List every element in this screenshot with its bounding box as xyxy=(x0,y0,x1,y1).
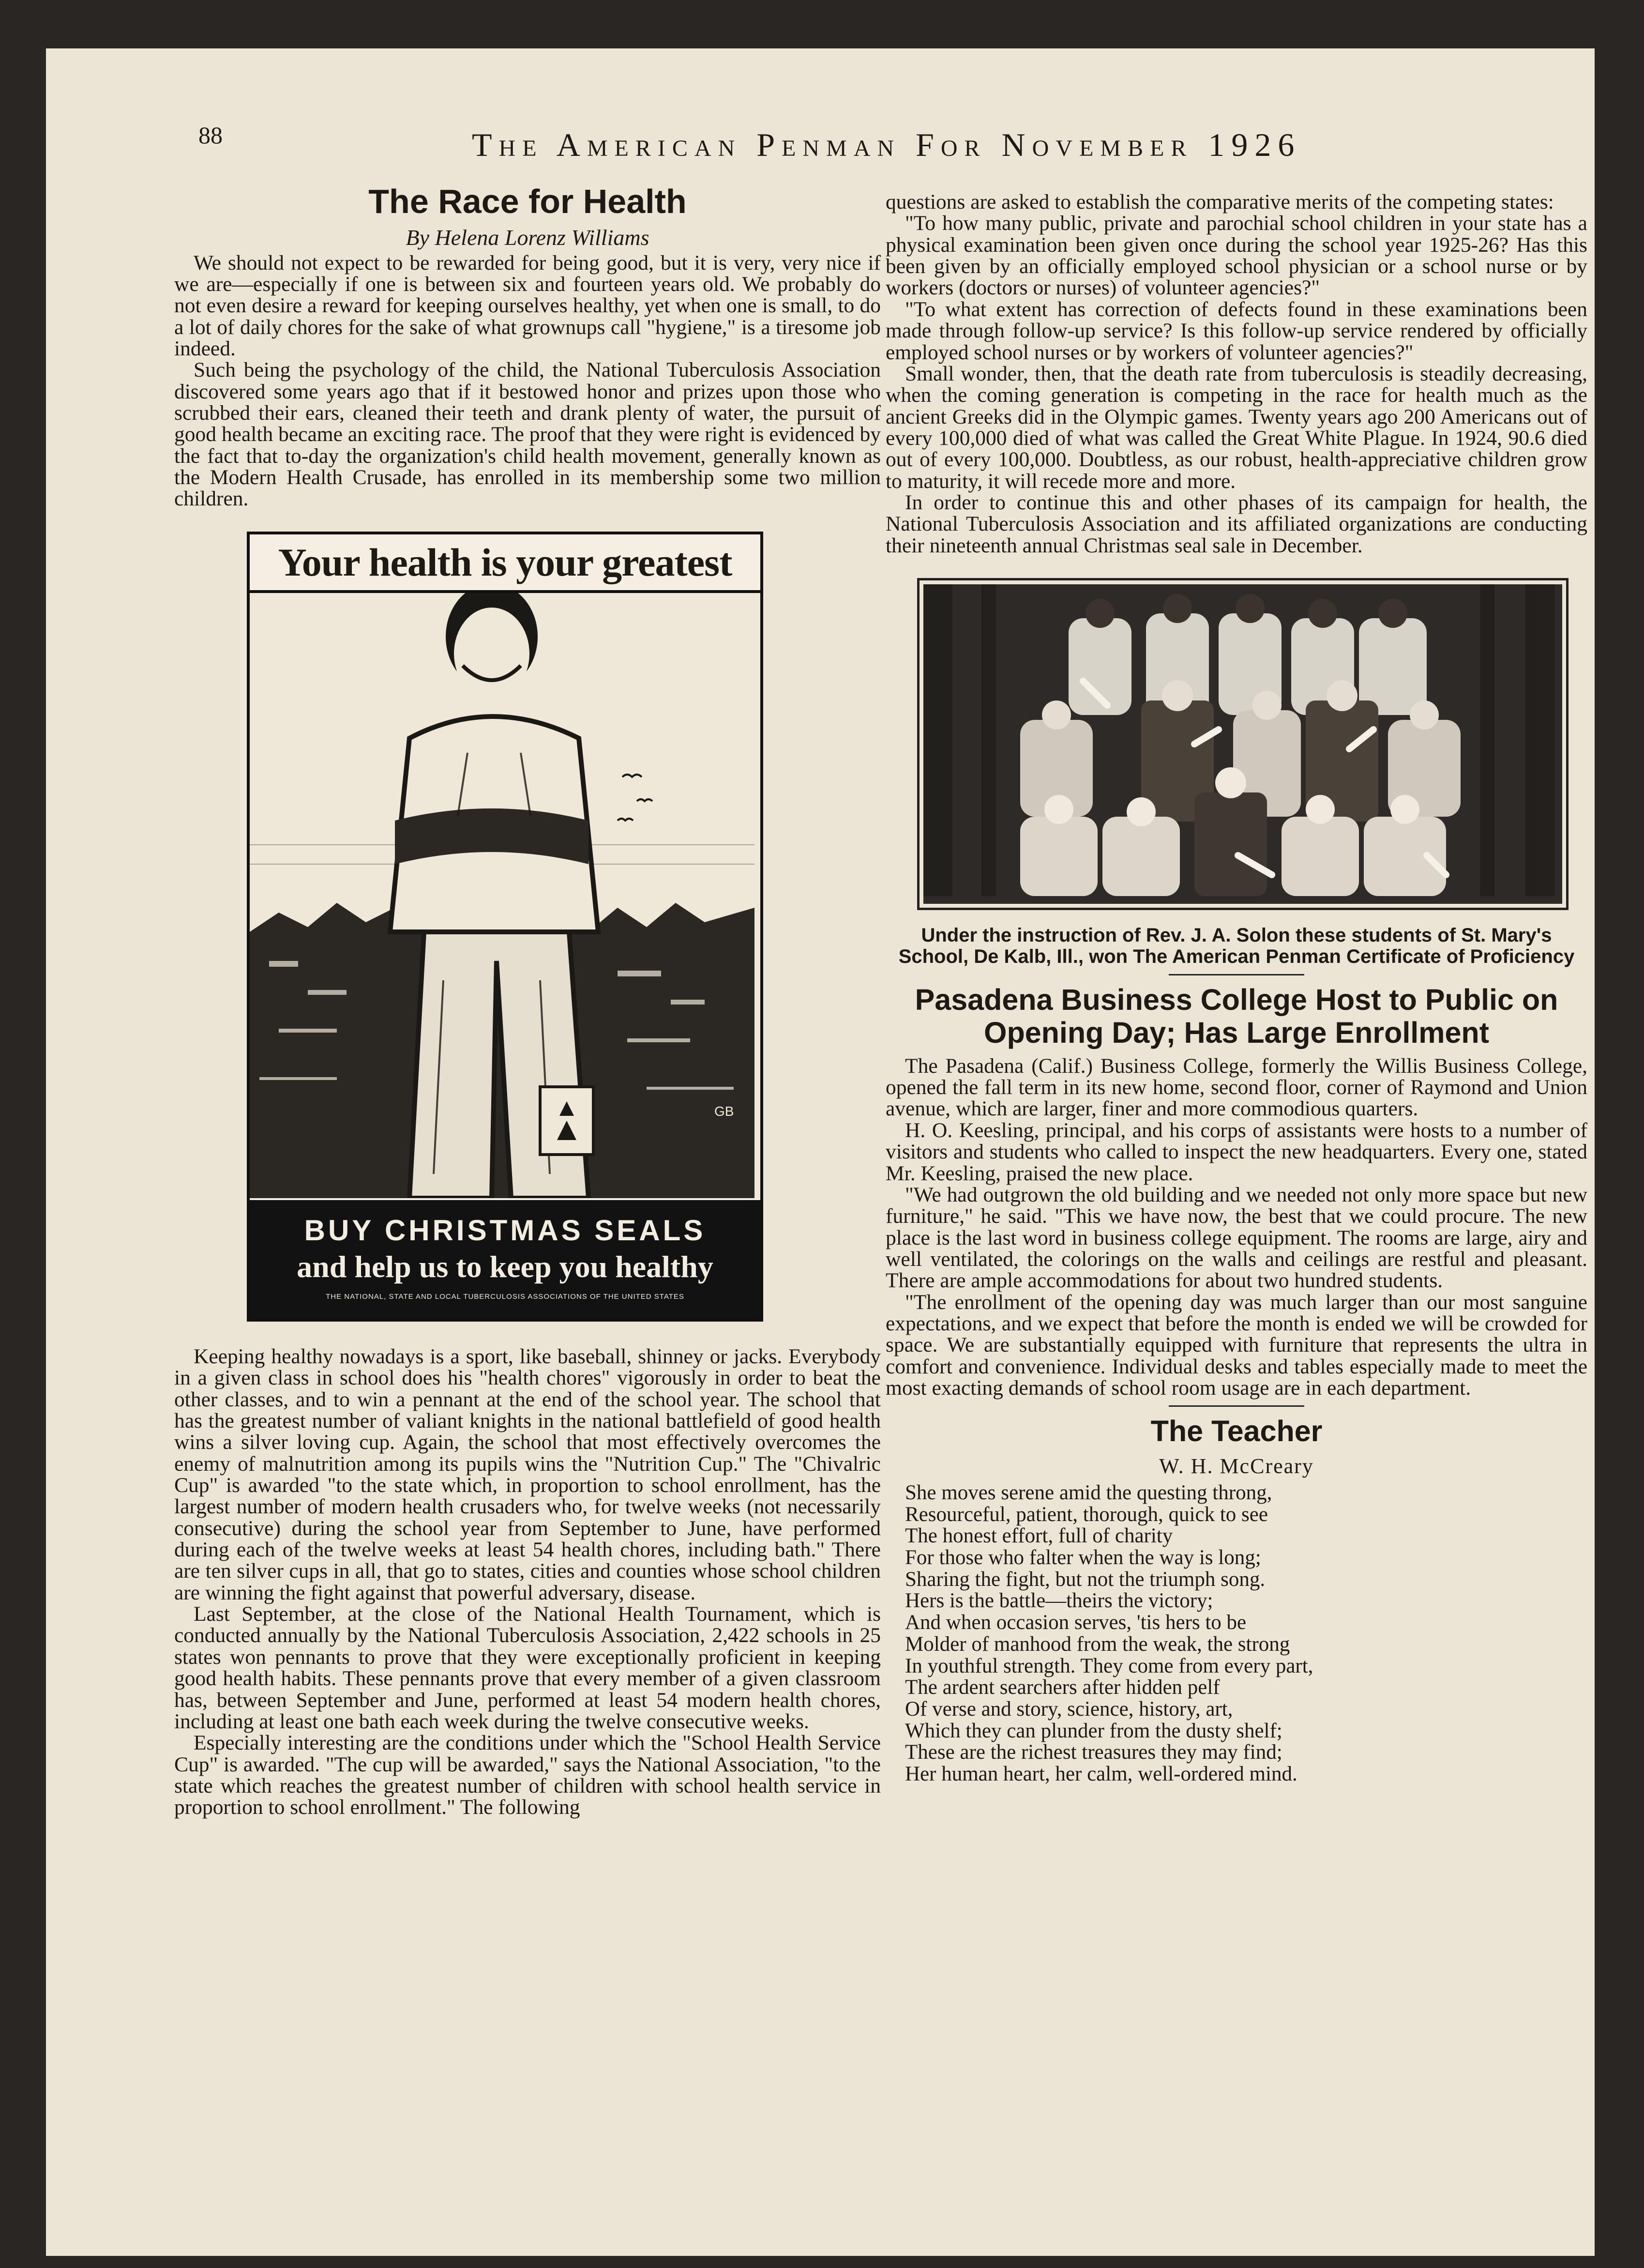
poem-title: The Teacher xyxy=(1150,1415,1323,1448)
article-paragraph: Such being the psychology of the child, the National Tuberculosis Association discovered some years ago that if it bestowed honor and prizes upon those who scrubbed their ears, cleaned their teeth and drank plenty of water, the pursuit of good health became an exciting race. The proof that they were right is evidenced by the fact that to-day the organization's child health movement, generally known as the Modern Health Crusade, has enrolled in its membership some two million children. xyxy=(174,358,881,511)
poem-line: For those who falter when the way is long; xyxy=(905,1546,1261,1569)
article-paragraph: Keeping healthy nowadays is a sport, like baseball, shinney or jacks. Everybody in a given class in school does his "health chores" vigorously in order to beat the other classes, and to win a pennant at the end of the school year. The school that has the greatest number of valiant knights in the national battlefield of good health wins a silver loving cup. Again, the school that most effectively overcomes the enemy of malnutrition among its pupils wins the "Nutrition Cup." The "Chivalric Cup" is awarded "to the state which, in proportion to school enrollment, has the largest number of modern health crusaders who, for twelve weeks (not necessarily consecutive) during the school year from September to June, have performed during each of the twelve weeks at least 54 health chores, including bath." There are ten silver cups in all, that go to states, cities and counties whose school children are winning the fight against that powerful adversary, disease. xyxy=(174,1344,881,1604)
article-paragraph: The Pasadena (Calif.) Business College, formerly the Willis Business College, opened the fall term in its new home, second floor, corner of Raymond and Union avenue, which are larger, finer and more commodious quarters. xyxy=(886,1054,1587,1121)
article-paragraph: "We had outgrown the old building and we needed not only more space but new furniture," he said. "This we have now, the best that we could procure. The new place is the last word in business college equipment. The rooms are large, airy and well ventilated, the colorings on the walls and ceilings are restful and pleasant. There are ample accommodations for about two hundred students. xyxy=(886,1183,1587,1293)
poem-line: Resourceful, patient, thorough, quick to see xyxy=(905,1503,1268,1526)
magazine-page xyxy=(46,48,1595,2256)
poem-line: Sharing the fight, but not the triumph song. xyxy=(905,1568,1266,1591)
poem-line: In youthful strength. They come from every part, xyxy=(905,1654,1313,1677)
page-number: 88 xyxy=(198,122,223,149)
article-title: Pasadena Business College Host to Public on Opening Day; Has Large Enrollment xyxy=(915,983,1558,1050)
poem-line: And when occasion serves, 'tis hers to be xyxy=(905,1611,1247,1634)
article-paragraph: We should not expect to be rewarded for being good, but it is very, very nice if we are—especially if one is between six and fourteen years old. We probably do not even desire a reward for keeping ourselves healthy, yet when one is small, to do a lot of daily chores for the sake of what grownups call "hygiene," is a tiresome job indeed. xyxy=(174,251,881,360)
article-byline: By Helena Lorenz Williams xyxy=(406,225,649,250)
poster-illustration xyxy=(250,593,760,1198)
class-photo-frame xyxy=(917,578,1569,910)
poem-line: Molder of manhood from the weak, the strong xyxy=(905,1632,1290,1656)
poem-line: The ardent searchers after hidden pelf xyxy=(905,1676,1220,1699)
poem-line: Which they can plunder from the dusty shelf; xyxy=(905,1719,1282,1742)
poem-body xyxy=(886,1482,1587,1785)
article-paragraph: "To how many public, private and parochial school children in your state has a physical examination been given once during the school year 1925-26? Has this been given by an officially employed school physician or a school nurse or by workers (doctors or nurses) of volunteer agencies?" xyxy=(886,212,1587,300)
divider xyxy=(1169,1405,1304,1407)
poem-line: Of verse and story, science, history, art, xyxy=(905,1697,1233,1720)
poem-line: Hers is the battle—theirs the victory; xyxy=(905,1589,1213,1613)
poem-line: She moves serene amid the questing throng, xyxy=(905,1481,1272,1504)
poster-subline: and help us to keep you healthy xyxy=(297,1249,713,1284)
poem-line: Her human heart, her calm, well-ordered mind. xyxy=(905,1763,1297,1786)
students-group-photo xyxy=(923,584,1554,896)
left-column xyxy=(174,184,881,1818)
article-paragraph: Last September, at the close of the National Health Tournament, which is conducted annually by the National Tuberculosis Association, 2,422 schools in 25 states won pennants to prove that they were exceptionally proficient in keeping good health habits. These pennants prove that every member of a given classroom has, between September and June, performed at least 54 modern health chores, including at least one bath each week during the twelve consecutive weeks. xyxy=(174,1602,881,1733)
article-paragraph: questions are asked to establish the comparative merits of the competing states: xyxy=(886,190,1554,213)
right-column xyxy=(886,191,1587,1785)
poem-author: W. H. McCreary xyxy=(1159,1454,1314,1478)
christmas-seal-poster xyxy=(247,532,763,1322)
article-paragraph: Especially interesting are the conditions under which the "School Health Service Cup" is awarded. "The cup will be awarded," says the National Association, "to the state which reaches the greatest number of children with school health service in proportion to school enrollment." The following xyxy=(174,1731,881,1819)
poem-line: The honest effort, full of charity xyxy=(905,1524,1173,1548)
poster-headline: Your health is your greatest xyxy=(250,534,760,593)
photo-caption: Under the instruction of Rev. J. A. Solon these students of St. Mary's School, De Kalb, Ill., won The American Penman Certificate of Proficiency xyxy=(898,925,1575,968)
article-paragraph: H. O. Keesling, principal, and his corps of assistants were hosts to a number of visitors and students who called to inspect the new headquarters. Every one, stated Mr. Keesling, praised the new place. xyxy=(886,1118,1587,1185)
class-photo xyxy=(923,584,1562,904)
divider xyxy=(1169,974,1304,975)
article-paragraph: Small wonder, then, that the death rate from tuberculosis is steadily decreasing, when the coming generation is competing in the race for health much as the ancient Greeks did in the Olympic games. Twenty years ago 200 Americans out of every 100,000 died of what was called the Great White Plague. In 1924, 90.6 died out of every 100,000. Doubtless, as our robust, health-appreciative children grow to maturity, it will recede more and more. xyxy=(886,362,1587,493)
svg-text:GB: GB xyxy=(714,1103,734,1119)
article-paragraph: In order to continue this and other phases of its campaign for health, the National Tuberculosis Association and its affiliated organizations are conducting their nineteenth annual Christmas seal sale in December. xyxy=(886,491,1587,557)
poem-line: These are the richest treasures they may find; xyxy=(905,1741,1282,1764)
article-paragraph: "To what extent has correction of defects found in these examinations been made through follow-up service? Is this follow-up service rendered by officially employed school nurses or by workers of volunteer agencies?" xyxy=(886,297,1587,364)
crusader-illustration xyxy=(250,593,754,1198)
article-paragraph: "The enrollment of the opening day was much larger than our most sanguine expectations, and we expect that before the month is ended we will be crowded for space. We are substantially equipped with furniture that represents the ultra in comfort and convenience. Individual desks and tables especially made to meet the most exacting demands of school room usage are in each department. xyxy=(886,1290,1587,1400)
running-head: The American Penman For November 1926 xyxy=(472,126,1301,163)
article-title: The Race for Health xyxy=(368,183,687,220)
poster-footer-band xyxy=(250,1200,760,1319)
poster-cta: BUY CHRISTMAS SEALS xyxy=(304,1214,706,1247)
poster-credit: THE NATIONAL, STATE AND LOCAL TUBERCULOSIS ASSOCIATIONS OF THE UNITED STATES xyxy=(326,1292,684,1301)
